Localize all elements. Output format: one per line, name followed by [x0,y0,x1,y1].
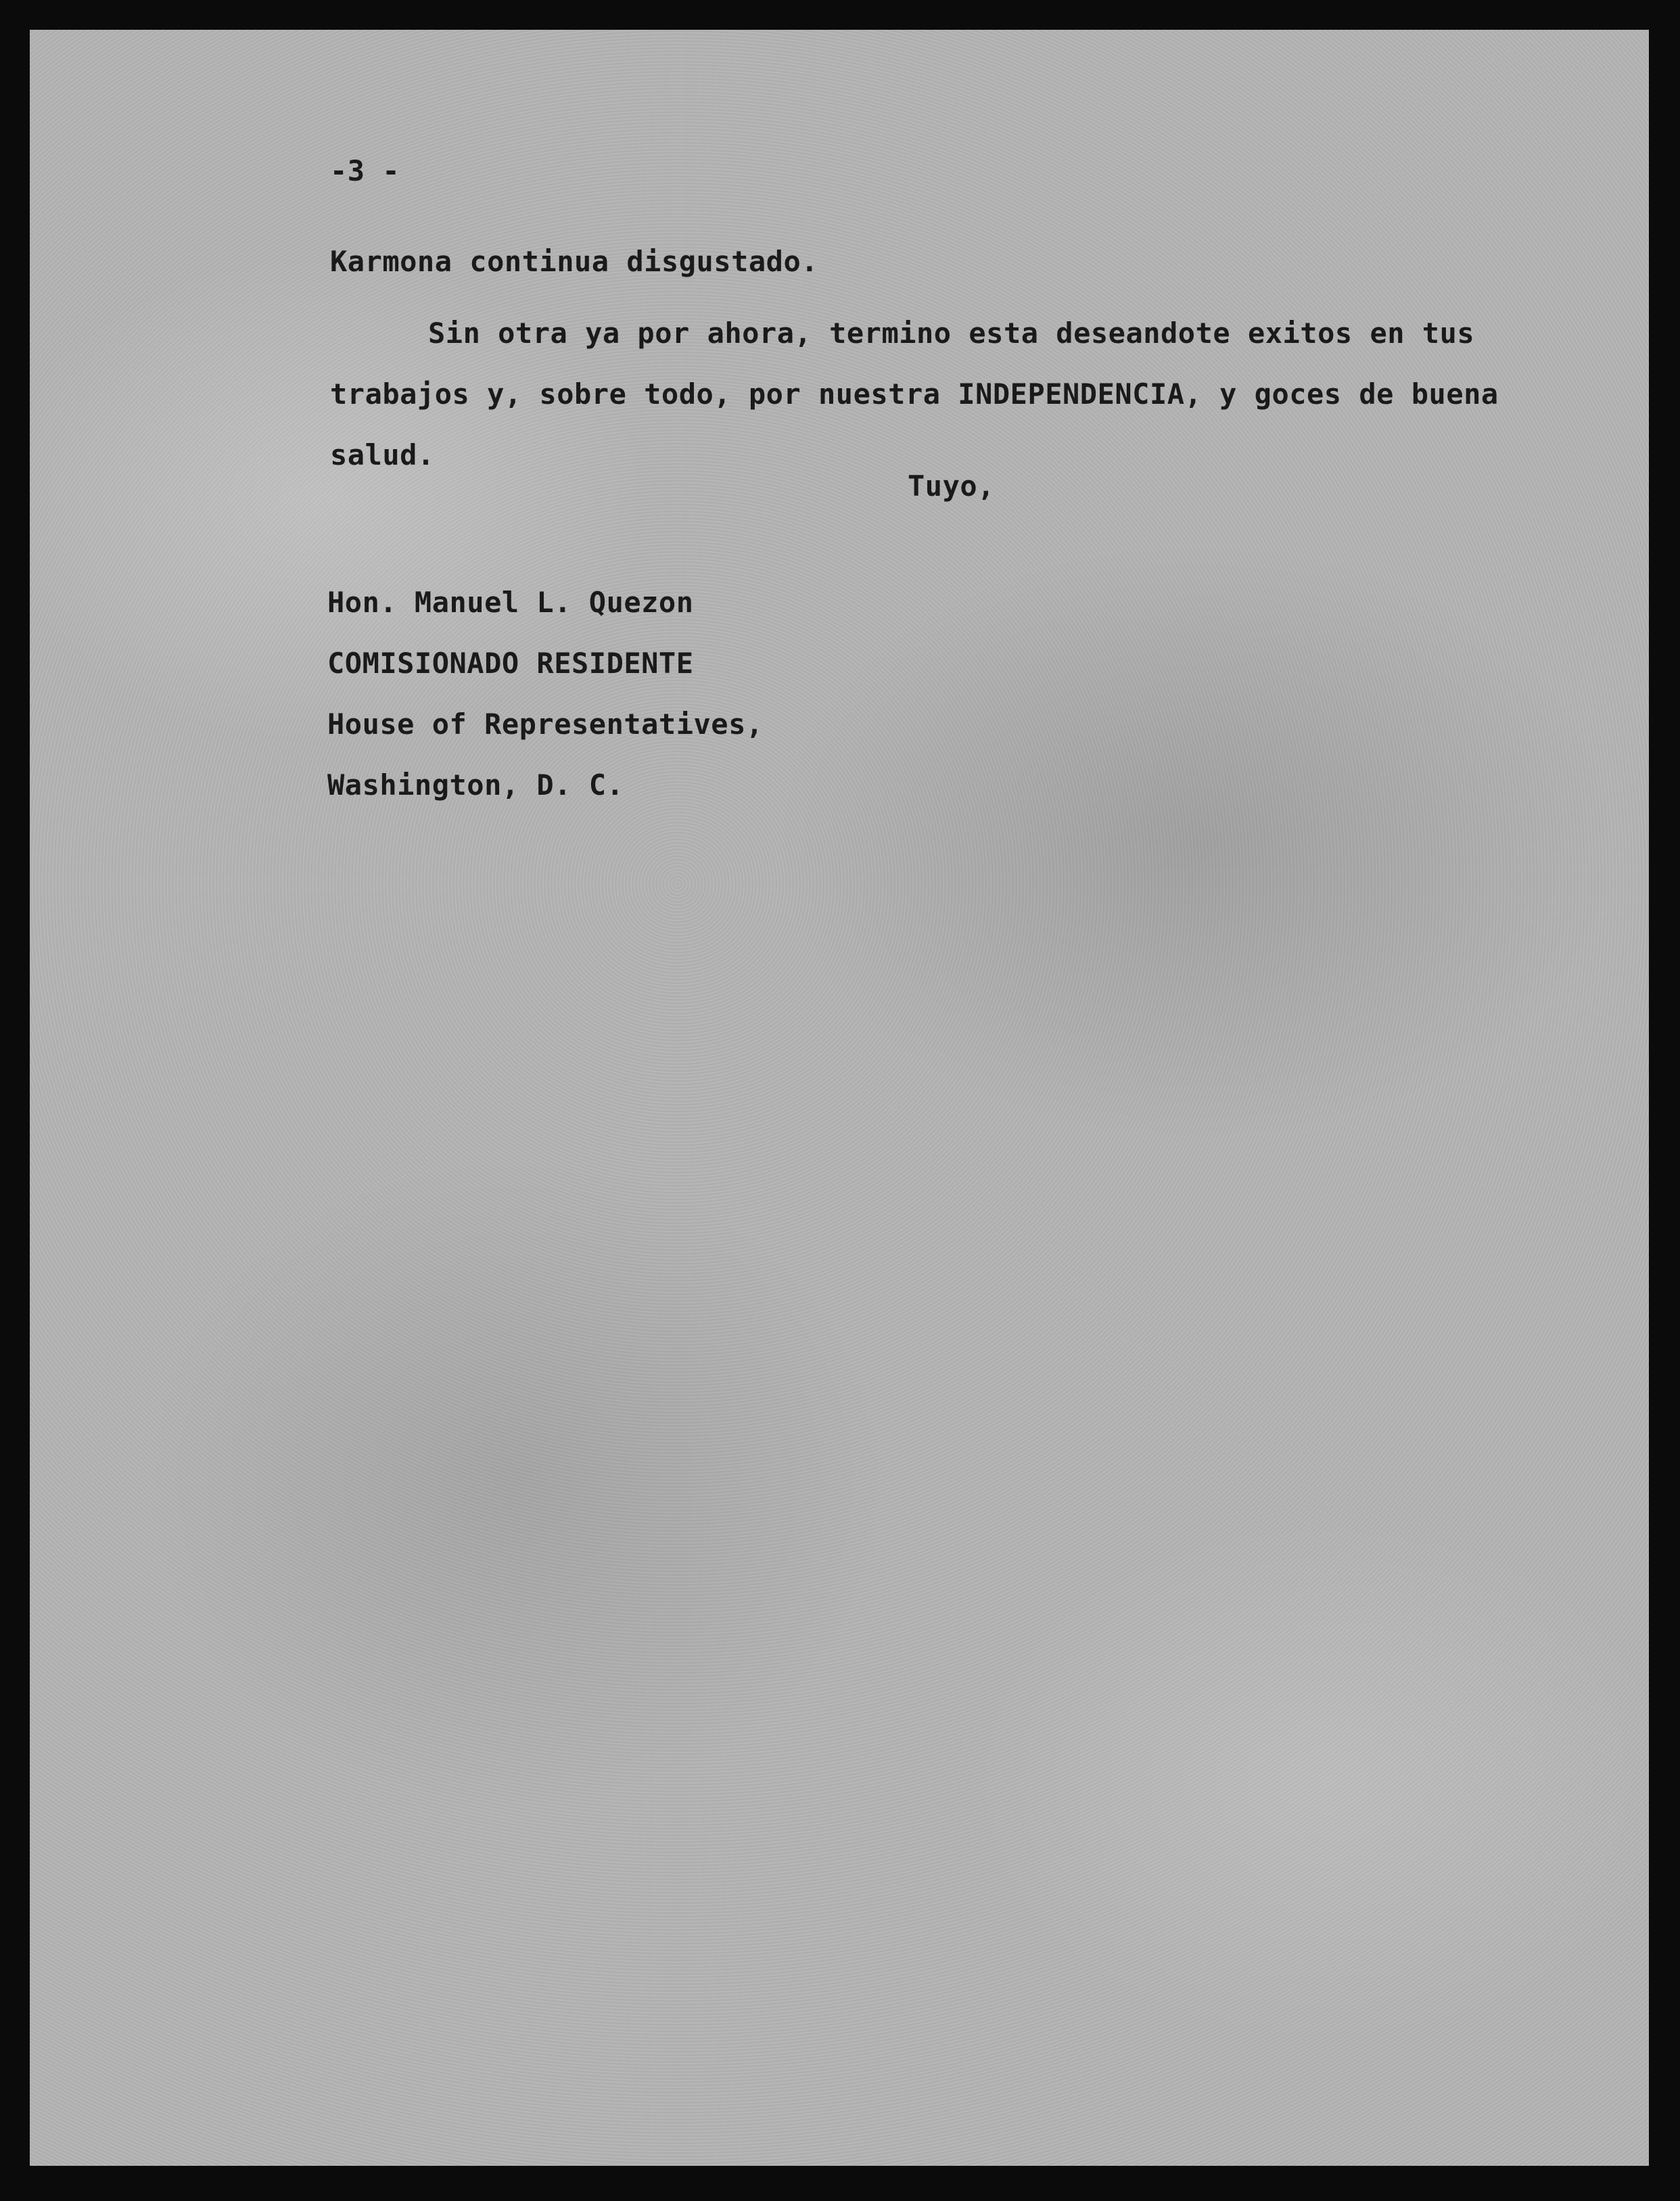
closing-salutation: Tuyo, [908,469,995,503]
addressee-line-3: House of Representatives, [327,708,764,741]
addressee-block [327,572,764,816]
page-number: -3 - [330,154,400,187]
closing-paragraph-line-2: trabajos y, sobre todo, por nuestra INDEPENDENCIA, y goces de buena [330,377,1499,411]
addressee-line-1: Hon. Manuel L. Quezon [327,586,694,619]
opening-line: Karmona continua disgustado. [330,245,819,278]
paper-sheet [30,30,1649,2166]
closing-paragraph-line-1: Sin otra ya por ahora, termino esta deseandote exitos en tus [428,317,1475,350]
closing-paragraph [330,303,1499,486]
closing-paragraph-line-3: salud. [330,438,435,471]
addressee-line-2: COMISIONADO RESIDENTE [327,647,694,680]
addressee-line-4: Washington, D. C. [327,768,624,802]
